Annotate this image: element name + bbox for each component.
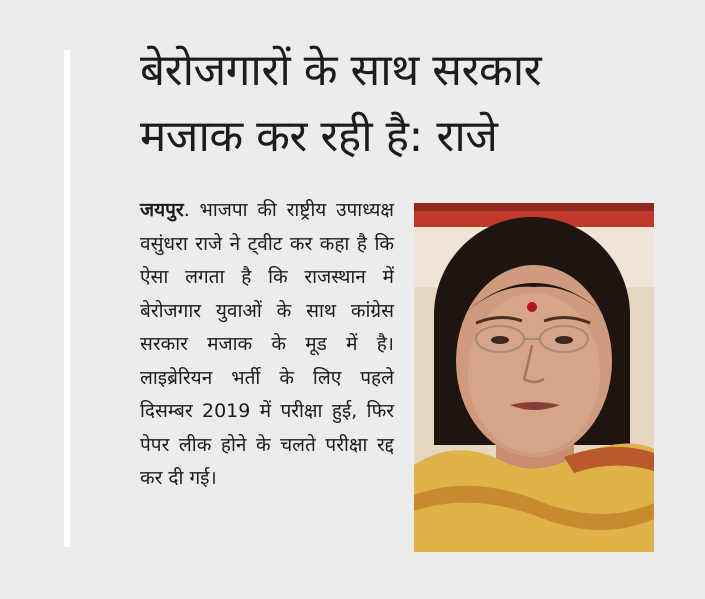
- article-body: [140, 194, 394, 496]
- portrait-photo: [414, 203, 654, 552]
- column-rule: [64, 50, 70, 547]
- headline: [140, 38, 660, 170]
- dateline: जयपुर: [140, 199, 184, 221]
- portrait-image: [414, 203, 654, 552]
- headline-line-2: मजाक कर रही है: राजे: [140, 111, 498, 162]
- headline-line-1: बेरोजगारों के साथ सरकार: [140, 45, 542, 96]
- article-text: . भाजपा की राष्ट्रीय उपाध्यक्ष वसुंधरा राजे ने ट्वीट कर कहा है कि ऐसा लगता है कि राजस्थान में बेरोजगार युवाओं के साथ कांग्रेस सरकार मजाक के मूड में है। लाइब्रेरियन भर्ती के लिए पहले दिसम्बर 2019 में परीक्षा हुई, फिर पेपर लीक होने के चलते परीक्षा रद्द कर दी गई।: [140, 199, 394, 489]
